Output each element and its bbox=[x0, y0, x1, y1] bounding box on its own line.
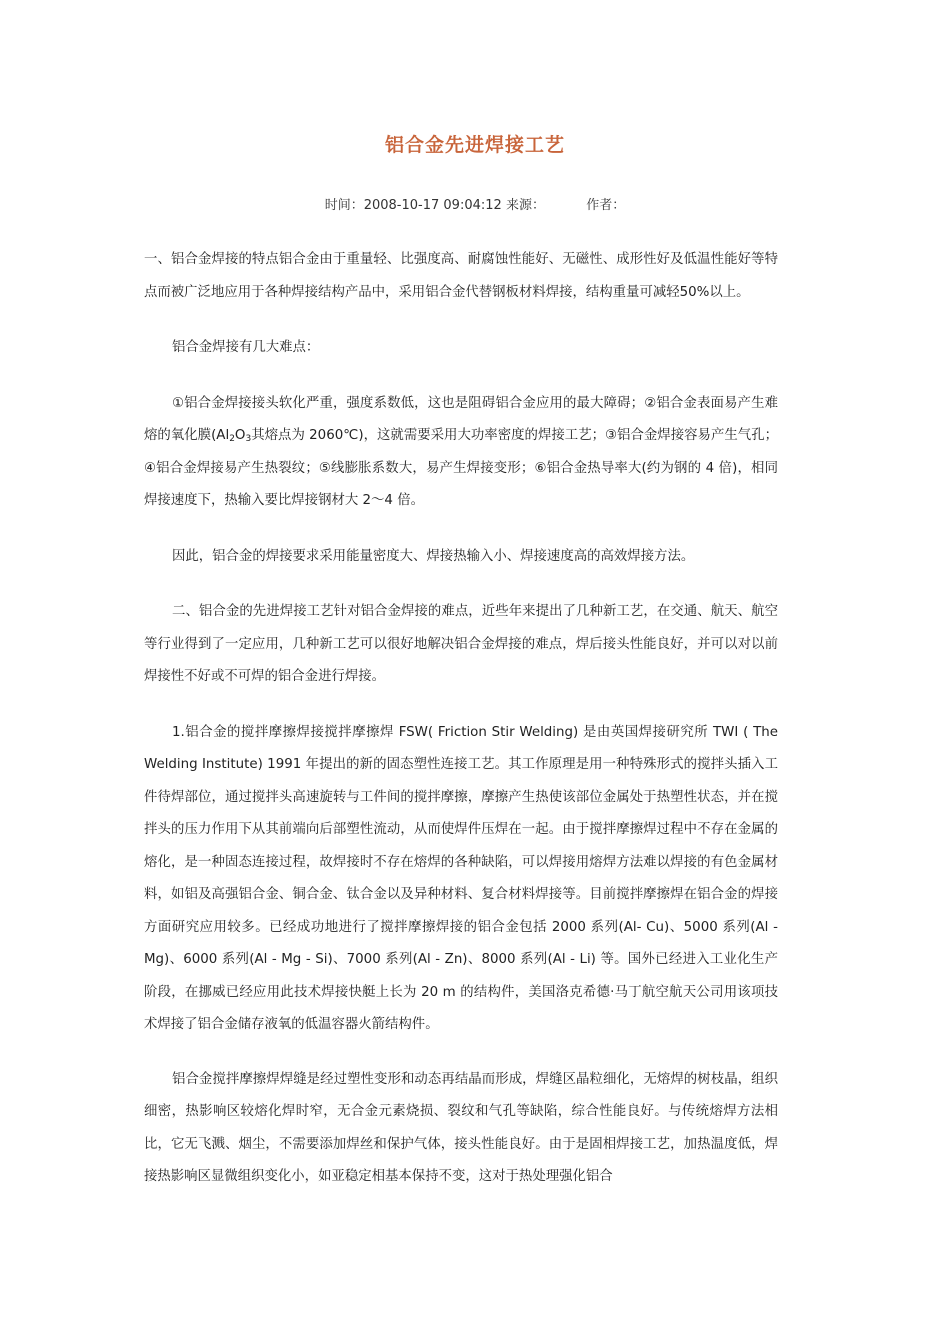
paragraph-difficulties-heading: 铝合金焊接有几大难点： bbox=[172, 340, 320, 355]
time-value: 2008-10-17 09:04:12 bbox=[363, 198, 502, 213]
paragraph-fsw-properties: 铝合金搅拌摩擦焊焊缝是经过塑性变形和动态再结晶而形成，焊缝区晶粒细化，无熔焊的树枝晶，组织细密，热影响区较熔化焊时窄，无合金元素烧损、裂纹和气孔等缺陷，综合性能良好。与传统熔焊方法相比，它无飞溅、烟尘，不需要添加焊丝和保护气体，接头性能良好。由于是固相焊接工艺，加热温度低，焊接热影响区显微组织变化小，如亚稳定相基本保持不变，这对于热处理强化铝合 bbox=[144, 1071, 778, 1184]
paragraph-advanced-processes: 二、铝合金的先进焊接工艺针对铝合金焊接的难点，近些年来提出了几种新工艺，在交通、航天、航空等行业得到了一定应用，几种新工艺可以很好地解决铝合金焊接的难点，焊后接头性能良好，并可以对以前焊接性不好或不可焊的铝合金进行焊接。 bbox=[144, 604, 778, 684]
article-meta bbox=[0, 194, 950, 213]
time-label: 时间： bbox=[324, 198, 364, 213]
article-title: 铝合金先进焊接工艺 bbox=[384, 134, 565, 156]
article-body bbox=[144, 244, 778, 1217]
paragraph-intro: 一、铝合金焊接的特点铝合金由于重量轻、比强度高、耐腐蚀性能好、无磁性、成形性好及低温性能好等特点而被广泛地应用于各种焊接结构产品中，采用铝合金代替钢板材料焊接，结构重量可减轻50%以上。 bbox=[144, 252, 778, 300]
paragraph-difficulties-list: ①铝合金焊接接头软化严重，强度系数低，这也是阻碍铝合金应用的最大障碍；②铝合金表面易产生难熔的氧化膜($Al_2O_3$其熔点为 2060℃)，这就需要采用大功率密度的焊接工艺；③铝合金焊接容易产生气孔；④铝合金焊接易产生热裂纹；⑤线膨胀系数大，易产生焊接变形；⑥铝合金热导率大(约为钢的 4 倍)，相同焊接速度下，热输入要比焊接钢材大 2～4 倍。 bbox=[144, 395, 778, 508]
paragraph-conclusion: 因此，铝合金的焊接要求采用能量密度大、焊接热输入小、焊接速度高的高效焊接方法。 bbox=[172, 548, 695, 564]
author-label: 作者： bbox=[586, 198, 626, 213]
source-label: 来源： bbox=[505, 198, 545, 213]
paragraph-friction-stir-welding: 1.铝合金的搅拌摩擦焊接搅拌摩擦焊 FSW( Friction Stir Welding) 是由英国焊接研究所 TWI ( The Welding Institute) 1991 年提出的新的固态塑性连接工艺。其工作原理是用一种特殊形式的搅拌头插入工件待焊部位，通过搅拌头高速旋转与工件间的搅拌摩擦，摩擦产生热使该部位金属处于热塑性状态，并在搅拌头的压力作用下从其前端向后部塑性流动，从而使焊件压焊在一起。由于搅拌摩擦焊过程中不存在金属的熔化，是一种固态连接过程，故焊接时不存在熔焊的各种缺陷，可以焊接用熔焊方法难以焊接的有色金属材料，如铝及高强铝合金、铜合金、钛合金以及异种材料、复合材料焊接等。目前搅拌摩擦焊在铝合金的焊接方面研究应用较多。已经成功地进行了搅拌摩擦焊接的铝合金包括 2000 系列(Al- Cu)、5000 系列(Al -Mg)、6000 系列(Al - Mg - Si)、7000 系列(Al - Zn)、8000 系列(Al - Li) 等。国外已经进入工业化生产阶段，在挪威已经应用此技术焊接快艇上长为 20 m 的结构件，美国洛克希德·马丁航空航天公司用该项技术焊接了铝合金储存液氧的低温容器火箭结构件。 bbox=[144, 724, 778, 1032]
